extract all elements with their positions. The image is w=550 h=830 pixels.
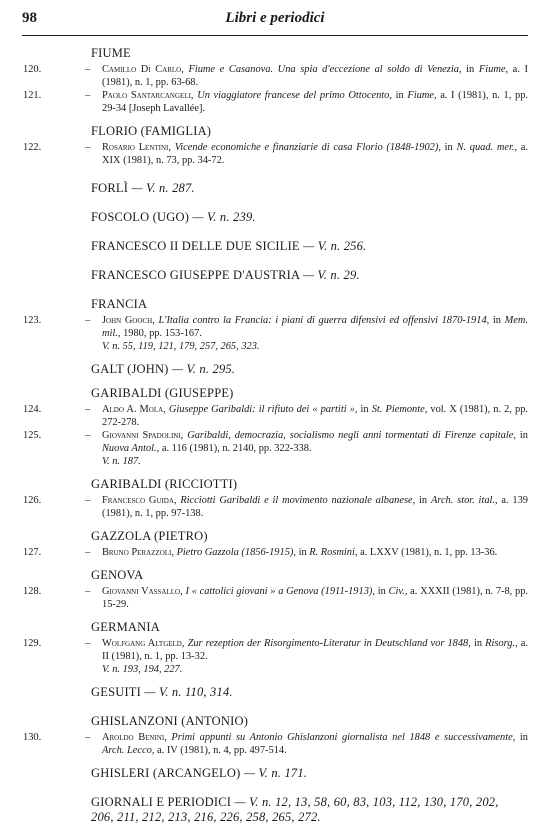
heading-giornali-refs-cont: 206, 211, 212, 213, 216, 226, 258, 265, 272. xyxy=(91,810,321,824)
running-head: Libri e periodici xyxy=(225,10,325,26)
entry-120: 120. – Camillo Di Carlo, Fiume e Casanova. Una spia d'eccezione al soldo di Venezia, in Fiume, a. I (1981), n. 1, pp. 63-68. xyxy=(23,64,528,88)
heading-forli: FORLÌ — V. n. 287. xyxy=(91,181,195,195)
heading-garibaldi-ricciotti: GARIBALDI (RICCIOTTI) xyxy=(91,477,238,491)
heading-genova: GENOVA xyxy=(91,568,144,582)
page-header xyxy=(22,10,528,32)
heading-gazzola: GAZZOLA (PIETRO) xyxy=(91,529,208,543)
heading-florio: FLORIO (FAMIGLIA) xyxy=(91,124,212,138)
heading-francesco-ii: FRANCESCO II DELLE DUE SICILIE — V. n. 256. xyxy=(91,239,367,253)
heading-ghislanzoni: GHISLANZONI (ANTONIO) xyxy=(91,714,249,728)
entry-129: 129. – Wolfgang Altgeld, Zur rezeption der Risorgimento-Literatur in Deutschland vor 1848, in Risorg., a. II (1981), n. 1, pp. 13-32. V. n. 193, 194, 227. xyxy=(23,638,528,675)
heading-fiume: FIUME xyxy=(91,46,131,60)
entry-130: 130. – Aroldo Benini, Primi appunti su Antonio Ghislanzoni giornalista nel 1848 e successivamente, in Arch. Lecco, a. IV (1981), n. 4, pp. 497-514. xyxy=(23,732,528,756)
entry-122: 122. – Rosario Lentini, Vicende economiche e finanziarie di casa Florio (1848-1902), in N. quad. mer., a. XIX (1981), n. 73, pp. 34-72. xyxy=(23,142,528,166)
heading-gesuiti: GESUITI — V. n. 110, 314. xyxy=(91,685,233,699)
heading-garibaldi-giuseppe: GARIBALDI (GIUSEPPE) xyxy=(91,386,234,400)
heading-francia: FRANCIA xyxy=(91,297,148,311)
heading-galt: GALT (JOHN) — V. n. 295. xyxy=(91,362,236,376)
heading-giornali: GIORNALI E PERIODICI — V. n. 12, 13, 58, 60, 83, 103, 112, 130, 170, 202, xyxy=(91,795,499,809)
heading-francesco-giuseppe: FRANCESCO GIUSEPPE D'AUSTRIA — V. n. 29. xyxy=(91,268,360,282)
bibliography-list xyxy=(22,46,528,825)
entry-124: 124. – Aldo A. Mola, Giuseppe Garibaldi: il rifiuto dei « partiti », in St. Piemonte, vol. X (1981), n. 2, pp. 272-278. xyxy=(23,404,528,428)
heading-foscolo: FOSCOLO (UGO) — V. n. 239. xyxy=(91,210,256,224)
header-rule xyxy=(22,35,528,36)
entry-125: 125. – Giovanni Spadolini, Garibaldi, democrazia, socialismo negli anni tormentati di Firenze capitale, in Nuova Antol., a. 116 (1981), n. 2140, pp. 322-338. V. n. 187. xyxy=(23,430,528,467)
entry-121: 121. – Paolo Santarcangeli, Un viaggiatore francese del primo Ottocento, in Fiume, a. I (1981), n. 1, pp. 29-34 [Joseph Lavallée]. xyxy=(23,90,528,114)
entry-123: 123. – John Gooch, L'Italia contro la Francia: i piani di guerra difensivi ed offensivi 1870-1914, in Mem. mil., 1980, pp. 153-167. V. n. 55, 119, 121, 179, 257, 265, 323. xyxy=(23,315,529,352)
heading-ghisleri: GHISLERI (ARCANGELO) — V. n. 171. xyxy=(91,766,308,780)
heading-germania: GERMANIA xyxy=(91,620,160,634)
page-number: 98 xyxy=(22,10,37,26)
entry-126: 126. – Francesco Guida, Ricciotti Garibaldi e il movimento nazionale albanese, in Arch. stor. ital., a. 139 (1981), n. 1, pp. 97-138. xyxy=(23,495,529,519)
entry-127: 127. – Bruno Perazzoli, Pietro Gazzola (1856-1915), in R. Rosmini, a. LXXV (1981), n. 1, pp. 13-36. xyxy=(23,547,498,558)
entry-128: 128. – Giovanni Vassallo, I « cattolici giovani » a Genova (1911-1913), in Civ., a. XXXII (1981), n. 7-8, pp. 15-29. xyxy=(23,586,528,610)
